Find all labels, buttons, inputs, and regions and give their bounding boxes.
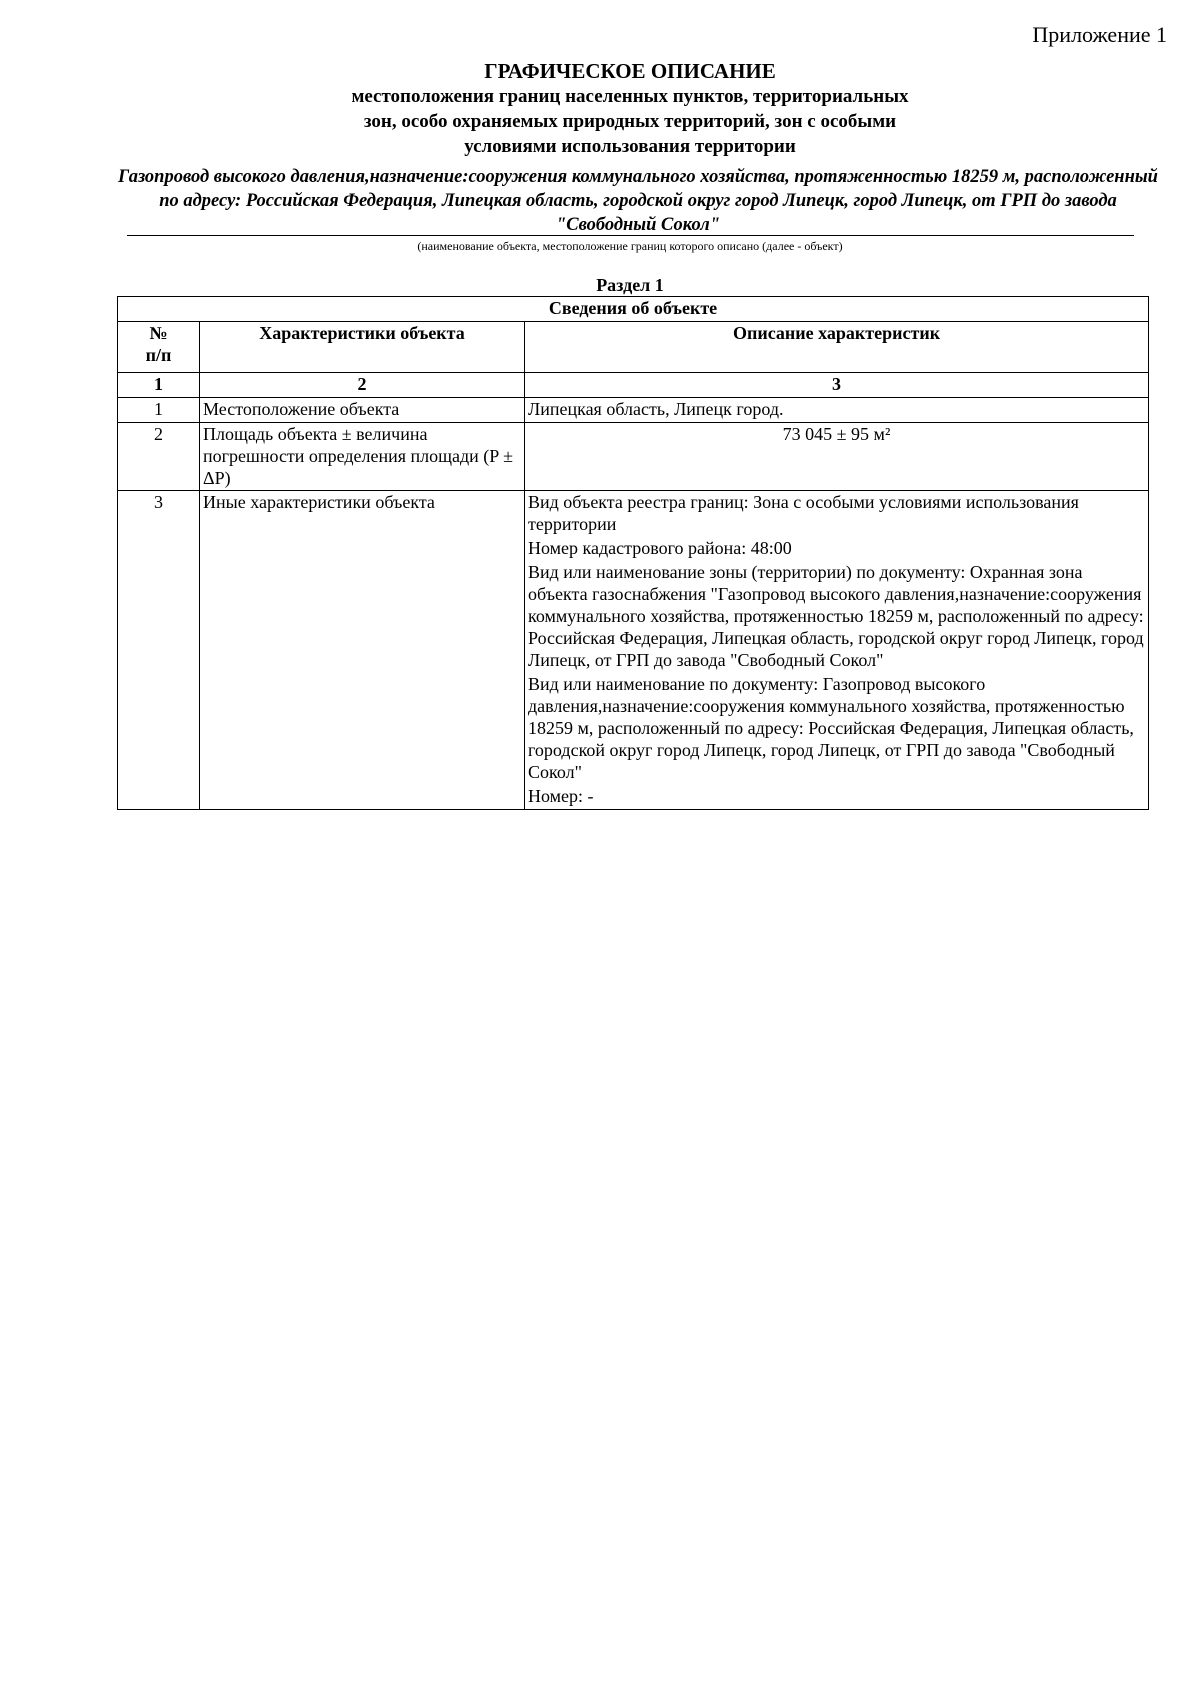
description-paragraph: Липецкая область, Липецк город.: [528, 399, 784, 419]
table-column-number-row: [118, 373, 1149, 398]
row-number: 1: [118, 398, 200, 423]
document-subtitle-line-3: условиями использования территории: [464, 136, 796, 157]
row-characteristic: Иные характеристики объекта: [200, 491, 525, 810]
appendix-label: Приложение 1: [1032, 22, 1167, 47]
table-section-header-row: [118, 297, 1149, 322]
column-header-characteristic: Характеристики объекта: [200, 322, 525, 373]
description-paragraph: Вид объекта реестра границ: Зона с особыми условиями использования территории: [528, 492, 1079, 534]
row-number: 3: [118, 491, 200, 810]
row-description: [525, 398, 1149, 423]
section-label: Раздел 1: [596, 275, 664, 295]
description-paragraph: Номер: -: [528, 786, 594, 806]
object-name-caption: (наименование объекта, местоположение границ которого описано (далее - объект): [417, 239, 843, 253]
object-info-table: [117, 296, 1149, 810]
object-name-underline: [127, 235, 1134, 236]
object-name: Газопровод высокого давления,назначение:сооружения коммунального хозяйства, протяженностью 18259 м, расположенный по адресу: Российская Федерация, Липецкая область, городской округ город Липецк, город Липецк, от ГРП до завода "Свободный Сокол": [118, 167, 1158, 235]
document-subtitle-line-2: зон, особо охраняемых природных территорий, зон с особыми: [363, 111, 897, 132]
table-row: [118, 423, 1149, 491]
column-header-description: Описание характеристик: [525, 322, 1149, 373]
row-characteristic: Площадь объекта ± величина погрешности определения площади (P ± ΔP): [200, 423, 525, 491]
description-paragraph: 73 045 ± 95 м²: [782, 424, 891, 444]
row-description: [525, 491, 1149, 810]
document-title: ГРАФИЧЕСКОЕ ОПИСАНИЕ: [484, 59, 776, 83]
column-number-2: 2: [200, 373, 525, 398]
table-section-header: Сведения об объекте: [118, 297, 1149, 322]
row-number: 2: [118, 423, 200, 491]
table-row: [118, 398, 1149, 423]
document-title-block: [0, 58, 1200, 159]
row-characteristic: Местоположение объекта: [200, 398, 525, 423]
document-subtitle-line-1: местоположения границ населенных пунктов, территориальных: [351, 86, 909, 107]
row-description: [525, 423, 1149, 491]
table-row: [118, 491, 1149, 810]
column-header-number-text: № п/п: [145, 323, 172, 365]
column-number-1: 1: [118, 373, 200, 398]
column-header-number: [118, 322, 200, 373]
table-column-header-row: [118, 322, 1149, 373]
description-paragraph: Вид или наименование по документу: Газопровод высокого давления,назначение:сооружения коммунального хозяйства, протяженностью 18259 м, расположенный по адресу: Российская Федерация, Липецкая область, городской округ город Липецк, город Липецк, от ГРП до завода "Свободный Сокол": [528, 674, 1134, 782]
description-paragraph: Вид или наименование зоны (территории) по документу: Охранная зона объекта газоснабжения "Газопровод высокого давления,назначение:сооружения коммунального хозяйства, протяженностью 18259 м, расположенный по адресу: Российская Федерация, Липецкая область, городской округ город Липецк, город Липецк, от ГРП до завода "Свободный Сокол": [528, 562, 1144, 670]
description-paragraph: Номер кадастрового района: 48:00: [528, 538, 792, 558]
column-number-3: 3: [525, 373, 1149, 398]
